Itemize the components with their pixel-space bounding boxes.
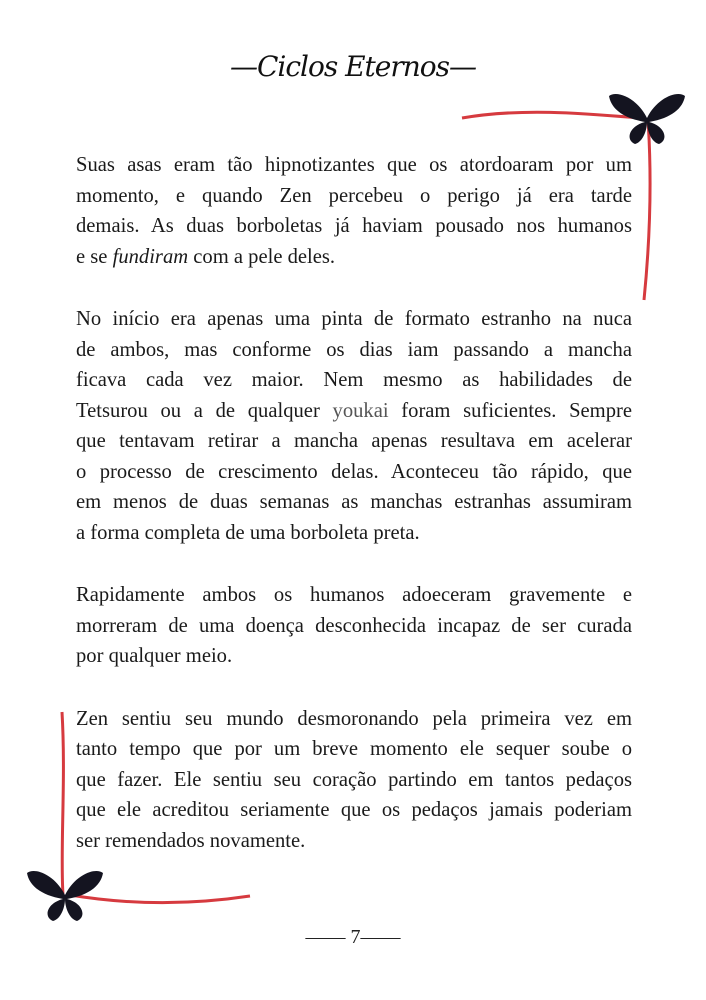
italic-word: fundiram bbox=[112, 245, 189, 268]
text-line: tanto tempo que por um breve momento ele sequer soube o bbox=[76, 738, 632, 760]
chapter-title: —Ciclos Eternos— bbox=[229, 50, 477, 83]
text-line: Rapidamente ambos os humanos adoeceram gravemente e bbox=[76, 584, 632, 606]
red-ribbon-right bbox=[644, 120, 650, 300]
text-line: demais. As duas borboletas já haviam pousado nos humanos bbox=[76, 215, 632, 237]
text-line bbox=[76, 396, 632, 427]
text-line: Suas asas eram tão hipnotizantes que os atordoaram por um bbox=[76, 154, 632, 176]
highlighted-term: youkai bbox=[332, 399, 389, 422]
red-ribbon-left bbox=[62, 712, 63, 895]
text-line: por qualquer meio. bbox=[76, 645, 233, 667]
text-line: a forma completa de uma borboleta preta. bbox=[76, 521, 420, 544]
text-line: morreram de uma doença desconhecida incapaz de ser curada bbox=[76, 614, 632, 637]
butterfly-icon bbox=[609, 94, 685, 144]
text-line: No início era apenas uma pinta de formato estranho na nuca bbox=[76, 308, 632, 330]
text-line: que fazer. Ele sentiu seu coração partindo em tantos pedaços bbox=[76, 768, 632, 791]
text-line: ser remendados novamente. bbox=[76, 829, 306, 852]
text-line: em menos de duas semanas as manchas estranhas assumiram bbox=[76, 491, 632, 513]
text-line: de ambos, mas conforme os dias iam passando a mancha bbox=[76, 338, 632, 361]
paragraph bbox=[76, 150, 632, 272]
text-line: que tentavam retirar a mancha apenas resultava em acelerar bbox=[76, 430, 632, 452]
text-line bbox=[76, 242, 632, 273]
text: e se bbox=[76, 245, 113, 268]
red-ribbon-bottom bbox=[70, 895, 250, 903]
text-line: ficava cada vez maior. Nem mesmo as habilidades de bbox=[76, 369, 632, 391]
text-line: momento, e quando Zen percebeu o perigo já era tarde bbox=[76, 184, 632, 207]
text-line: Zen sentiu seu mundo desmoronando pela primeira vez em bbox=[76, 707, 632, 730]
text-line: que ele acreditou seriamente que os pedaços jamais poderiam bbox=[76, 799, 632, 821]
paragraph bbox=[76, 704, 632, 857]
text: com a pele deles. bbox=[188, 245, 336, 268]
text: Tetsurou ou a de qualquer bbox=[76, 399, 333, 422]
text-line: o processo de crescimento delas. Aconteceu tão rápido, que bbox=[76, 460, 632, 483]
page-number: —— 7—— bbox=[305, 926, 401, 948]
text: foram suficientes. Sempre bbox=[388, 399, 632, 422]
paragraph bbox=[76, 304, 632, 548]
page-body bbox=[76, 150, 632, 888]
red-ribbon-top bbox=[462, 112, 640, 118]
paragraph bbox=[76, 580, 632, 672]
